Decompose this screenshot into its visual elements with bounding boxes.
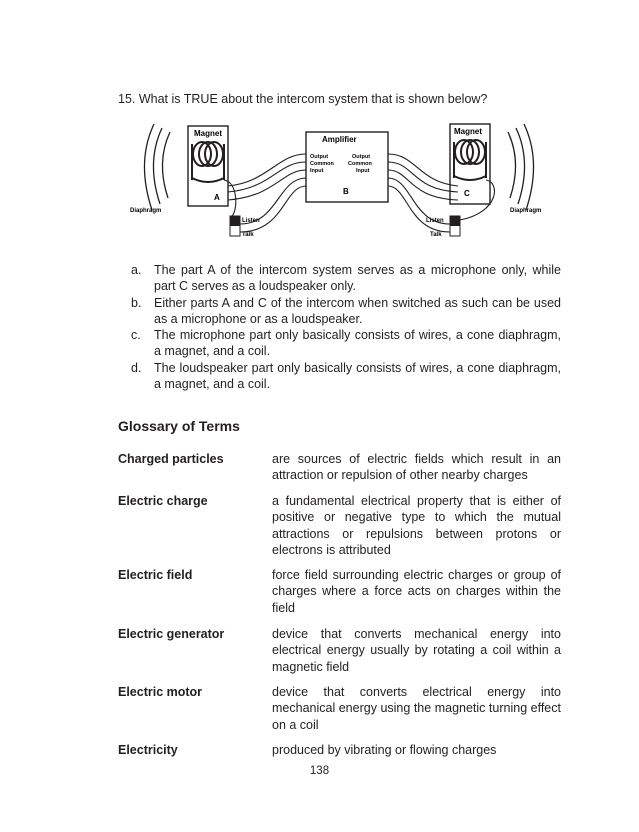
amp-right-common: Common (348, 161, 372, 167)
glossary-term: Electric charge (118, 494, 208, 508)
option-a[interactable]: a. The part A of the intercom system serves as a microphone only, while part C serves as a loudspeaker only. (131, 263, 561, 294)
page-number: 138 (309, 765, 330, 777)
label-a: A (214, 193, 220, 202)
option-c[interactable]: c. The microphone part only basically consists of wires, a cone diaphragm, a magnet, and a coil. (131, 328, 561, 359)
glossary-term: Electric motor (118, 685, 203, 699)
amplifier-label: Amplifier (322, 135, 357, 144)
glossary-definition: are sources of electric fields which result in an attraction or repulsion of other nearby charges (272, 452, 561, 483)
glossary-title: Glossary of Terms (118, 418, 240, 434)
diaphragm-left-label: Diaphragm (130, 208, 162, 214)
label-c: C (464, 189, 470, 198)
glossary-term: Electric generator (118, 627, 225, 641)
amp-right-output: Output (352, 154, 371, 160)
left-sound-waves (144, 124, 170, 210)
glossary-term: Electric field (118, 568, 193, 582)
intercom-diagram (128, 120, 558, 248)
label-b: B (343, 187, 349, 196)
question-text: 15. What is TRUE about the intercom system that is shown below? (118, 92, 488, 106)
amp-left-output: Output (310, 154, 329, 160)
glossary-definition: a fundamental electrical property that is either of positive or negative type to which the mutual attractions or repulsions between protons or electrons is attributed (272, 494, 561, 557)
option-b[interactable]: b. Either parts A and C of the intercom when switched as such can be used as a microphone or as a loudspeaker. (131, 295, 561, 326)
talk-right-label: Talk (430, 232, 442, 238)
glossary-term: Charged particles (118, 452, 224, 466)
answer-options (131, 262, 561, 392)
glossary-definition: device that converts electrical energy into mechanical energy using the magnetic turning effect on a coil (272, 685, 561, 732)
right-wires (388, 154, 458, 232)
glossary-definition: produced by vibrating or flowing charges (272, 743, 497, 757)
right-sound-waves (508, 124, 534, 210)
magnet-left-label: Magnet (194, 129, 222, 138)
left-coil (192, 142, 224, 182)
amp-left-input: Input (310, 168, 324, 174)
magnet-right-label: Magnet (454, 127, 482, 136)
glossary-definition: device that converts mechanical energy into electrical energy usually by rotating a coil within a magnetic field (272, 627, 561, 674)
right-coil (454, 140, 486, 180)
amp-right-input: Input (356, 168, 370, 174)
option-d[interactable]: d. The loudspeaker part only basically consists of wires, a cone diaphragm, a magnet, and a coil. (131, 360, 561, 392)
glossary-definition: force field surrounding electric charges or group of charges where a force acts on charges within the field (272, 568, 561, 615)
amp-left-common: Common (310, 161, 334, 167)
diaphragm-right-label: Diaphragm (510, 208, 542, 214)
glossary-term: Electricity (118, 743, 178, 757)
listen-left-label: Listen (242, 218, 260, 224)
listen-right-label: Listen (426, 218, 444, 224)
talk-left-label: Talk (242, 232, 254, 238)
